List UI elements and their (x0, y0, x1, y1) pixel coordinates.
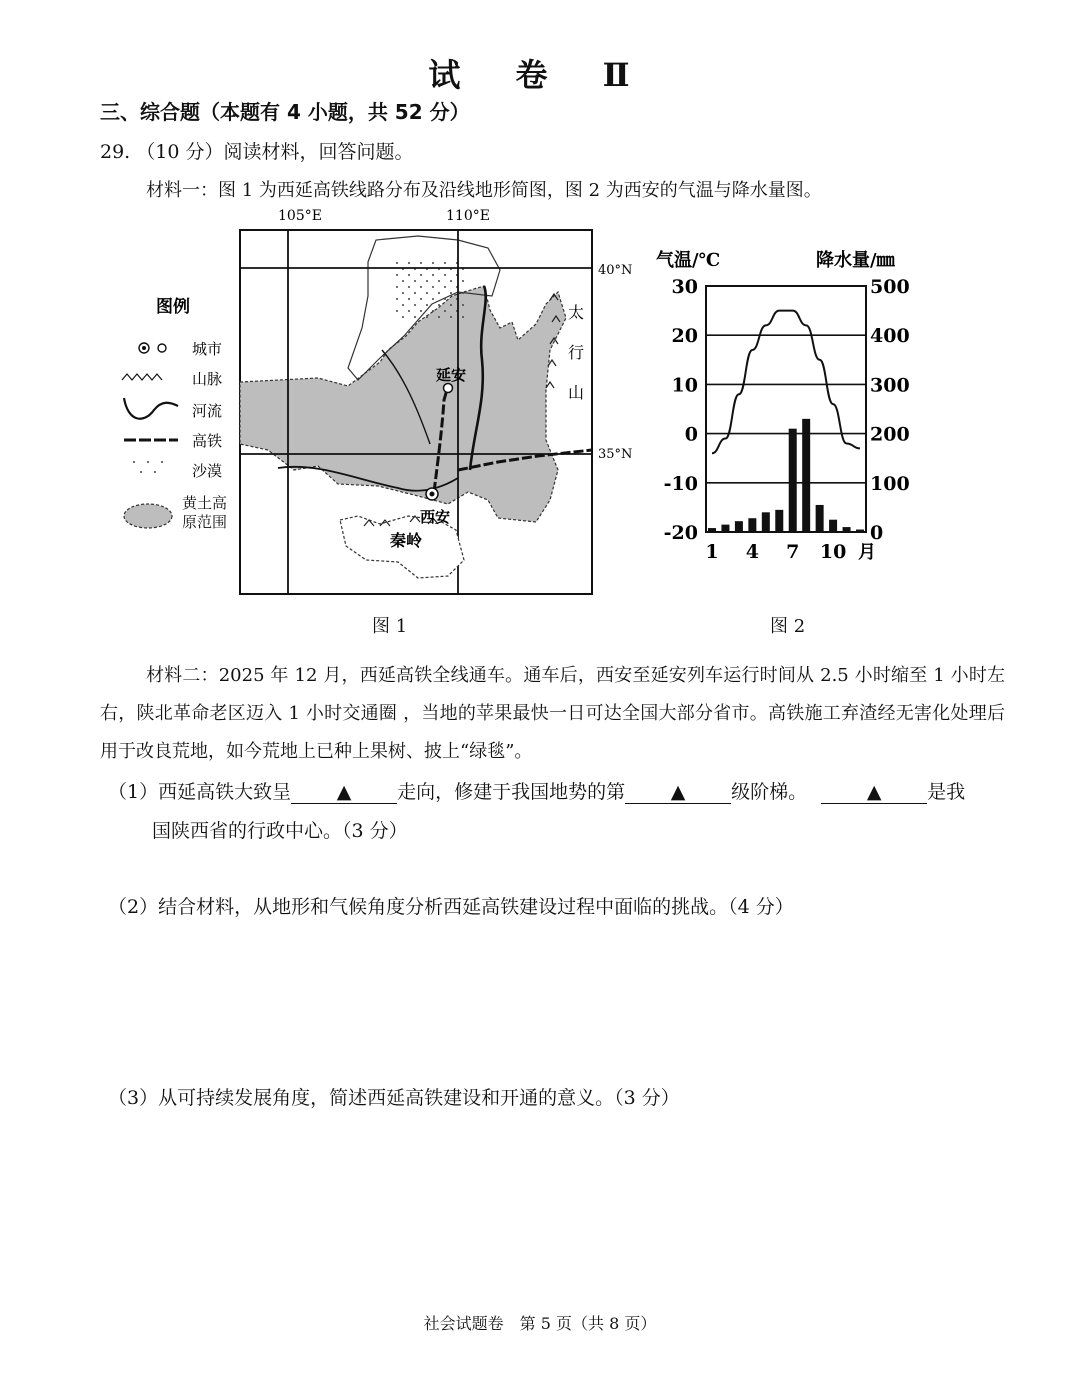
chart-plot-frame (706, 286, 866, 532)
chart-ylabel-left: 气温/℃ (656, 250, 721, 271)
figure-2-climate-chart (652, 240, 932, 570)
month-tick-label: 1 (705, 541, 719, 563)
legend-loess-icon (124, 504, 172, 528)
desert-area (394, 258, 464, 318)
question-29 (100, 137, 413, 164)
precip-bar-month-7 (789, 429, 797, 532)
sub-question-1 (108, 777, 965, 804)
mountain-label-3: 山 (568, 383, 585, 402)
page-footer: 社会试题卷 第 5 页（共 8 页） (423, 1314, 657, 1333)
city-label-xian: 西安 (420, 508, 451, 526)
mountain-label-2: 行 (568, 343, 585, 362)
precip-tick-label: 100 (870, 472, 910, 495)
temp-tick-label: -10 (663, 472, 698, 495)
sub-question-1-line-2: 国陕西省的行政中心。（3 分） (152, 820, 408, 842)
temp-tick-label: -20 (663, 522, 698, 544)
figure-1-map (118, 200, 658, 610)
legend-mountain-icon (122, 374, 162, 380)
sub1-part-a: （1）西延高铁大致呈 (108, 781, 292, 803)
mountain-label-1: 太 (568, 303, 585, 322)
precip-bar-month-4 (748, 518, 756, 532)
precip-bar-month-6 (775, 510, 783, 532)
question-number: 29. (100, 141, 131, 163)
legend-river-icon (124, 398, 178, 419)
precip-tick-label: 0 (870, 522, 884, 544)
precip-bar-month-9 (816, 505, 824, 532)
lat-label-40: 40°N (598, 263, 633, 278)
precip-tick-label: 400 (870, 325, 910, 348)
temp-tick-label: 30 (671, 276, 698, 298)
month-tick-label: 4 (745, 541, 759, 563)
month-tick-label: 10 (819, 541, 847, 563)
legend-item-mountain: 山脉 (192, 370, 223, 388)
city-label-yanan: 延安 (436, 366, 467, 384)
precip-tick-label: 500 (870, 276, 910, 298)
temp-tick-label: 0 (684, 423, 698, 446)
material-1: 材料一：图 1 为西延高铁线路分布及沿线地形简图，图 2 为西安的气温与降水量图。 (146, 180, 822, 201)
legend-item-city: 城市 (192, 340, 223, 358)
legend-item-desert: 沙漠 (192, 462, 223, 480)
figure-1-caption: 图 1 (372, 616, 408, 637)
sub1-part-c: 级阶梯。 (731, 781, 808, 803)
precip-tick-label: 300 (870, 374, 910, 397)
sub-question-2: （2）结合材料，从地形和气候角度分析西延高铁建设过程中面临的挑战。（4 分） (108, 896, 794, 918)
month-tick-label: 7 (786, 541, 800, 563)
sub-question-3: （3）从可持续发展角度，简述西延高铁建设和开通的意义。（3 分） (108, 1087, 680, 1109)
map-legend (122, 296, 238, 538)
precip-bar-month-10 (829, 520, 837, 532)
temp-tick-label: 20 (671, 325, 698, 348)
question-intro: （10 分）阅读材料，回答问题。 (136, 141, 414, 163)
temperature-line (712, 311, 860, 454)
legend-item-river: 河流 (192, 402, 223, 420)
chart-ylabel-right: 降水量/㎜ (816, 250, 895, 271)
precip-bar-month-5 (762, 512, 770, 532)
city-yanan-marker (444, 384, 453, 393)
precip-bar-month-8 (802, 419, 810, 532)
legend-title: 图例 (156, 297, 190, 317)
answer-blank-2[interactable]: ▲ (625, 781, 731, 804)
region-label-qinling: 秦岭 (390, 531, 423, 550)
legend-desert-icon (133, 461, 163, 473)
figure-2-caption: 图 2 (770, 616, 806, 637)
material-2: 材料二：2025 年 12 月，西延高铁全线通车。通车后，西安至延安列车运行时间从 2.5 小时缩至 1 小时左右，陕北革命老区迈入 1 小时交通圈 ，当地的苹果最快一日可达全国大部分省市。高铁施工弃渣经无害化处理后用于改良荒地，如今荒地上已种上果树、披上“绿毯”。 (100, 665, 1005, 762)
sub1-part-b: 走向，修建于我国地势的第 (397, 781, 626, 803)
legend-item-rail: 高铁 (192, 432, 223, 450)
lon-label-105: 105°E (278, 208, 322, 224)
answer-blank-3[interactable]: ▲ (821, 781, 927, 804)
answer-blank-1[interactable]: ▲ (291, 781, 397, 804)
page-title: 试 卷 Ⅱ (428, 56, 652, 94)
lat-label-35: 35°N (598, 447, 633, 462)
precip-tick-label: 200 (870, 423, 910, 446)
section-heading: 三、综合题（本题有 4 小题，共 52 分） (100, 100, 470, 124)
temp-tick-label: 10 (671, 374, 698, 397)
precip-bar-month-2 (721, 525, 729, 532)
chart-xlabel: 月 (858, 542, 876, 563)
lon-label-110: 110°E (446, 208, 490, 224)
sub1-part-d: 是我 (927, 781, 966, 803)
legend-item-loess: 黄土高原范围 (182, 494, 228, 531)
precip-bar-month-3 (735, 521, 743, 532)
